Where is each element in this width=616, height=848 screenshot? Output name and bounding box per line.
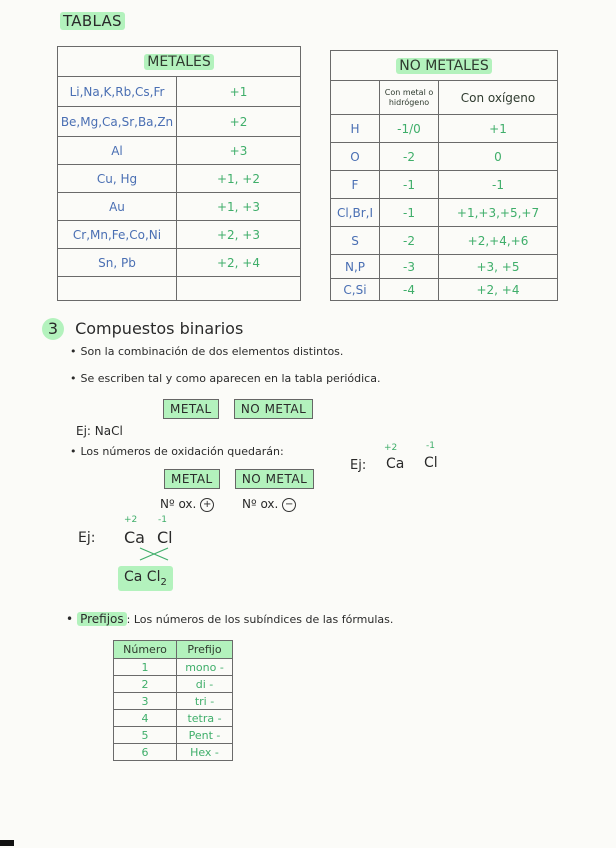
nox-positive [160,497,214,512]
no-metales-title: NO METALES [396,58,491,74]
table-row [331,279,558,301]
prefijo-numero: 3 [114,693,177,710]
bullet-2: • Se escriben tal y como aparecen en la tabla periódica. [70,372,380,385]
ca2-oxidation: +2 [124,515,138,525]
prefijo-valor: Pent - [177,727,233,744]
nox-minus-label: Nº ox. [242,497,279,511]
nonmetal-ox-metal: -1 [380,171,439,199]
no-metales-subheader [331,81,558,115]
table-row [58,137,301,165]
result-subscript: 2 [160,576,167,588]
table-row [114,659,233,676]
prefijos-text: : Los números de los subíndices de las fórmulas. [126,613,394,626]
table-row [114,744,233,761]
minus-circle-icon: − [282,498,296,512]
nonmetal-ox-oxigeno: -1 [439,171,558,199]
nox-plus-label: Nº ox. [160,497,197,511]
bullet-1: • Son la combinación de dos elementos distintos. [70,345,343,358]
metal-elements: Li,Na,K,Rb,Cs,Fr [58,77,177,107]
nox-negative [242,497,296,512]
prefijo-numero: 2 [114,676,177,693]
nonmetal-element: F [331,171,380,199]
metal-elements: Au [58,193,177,221]
ca2-symbol: Ca [124,528,145,547]
prefijos-line [66,612,393,626]
nonmetal-ox-oxigeno: 0 [439,143,558,171]
col-numero: Número [114,641,177,659]
ca-symbol: Ca [386,456,405,472]
nonmetal-element: Cl,Br,I [331,199,380,227]
metal-oxidation: +1, +3 [177,193,301,221]
cl-oxidation: -1 [426,441,435,451]
table-row [114,676,233,693]
metal-oxidation: +2 [177,107,301,137]
cl-symbol: Cl [424,455,438,471]
prefijo-numero: 6 [114,744,177,761]
table-row [331,115,558,143]
cl2-oxidation: -1 [158,515,167,525]
ej3-label: Ej: [78,530,96,546]
nonmetal-ox-metal: -4 [380,279,439,301]
prefijo-valor: tri - [177,693,233,710]
metal-elements: Al [58,137,177,165]
table-row [331,199,558,227]
section-title: Compuestos binarios [75,319,244,338]
prefijo-numero: 4 [114,710,177,727]
nonmetal-element: S [331,227,380,255]
metal-box: METAL [164,469,220,489]
metal-oxidation: +2, +4 [177,249,301,277]
page-title [60,12,125,30]
metal-elements: Cu, Hg [58,165,177,193]
prefijo-valor: di - [177,676,233,693]
table-row [58,107,301,137]
table-row [114,727,233,744]
nonmetal-ox-metal: -1/0 [380,115,439,143]
col-con-oxigeno: Con oxígeno [439,81,558,115]
metales-title: METALES [144,54,214,70]
nonmetal-ox-oxigeno: +2,+4,+6 [439,227,558,255]
nonmetal-ox-oxigeno: +1,+3,+5,+7 [439,199,558,227]
bullet-3: • Los números de oxidación quedarán: [70,445,284,458]
prefijos-label: Prefijos [77,612,127,626]
prefijo-valor: tetra - [177,710,233,727]
metal-nometal-boxes [163,398,313,419]
nonmetal-element: O [331,143,380,171]
section-number: 3 [42,318,64,340]
prefijo-numero: 1 [114,659,177,676]
nonmetal-ox-oxigeno: +2, +4 [439,279,558,301]
example-nacl: Ej: NaCl [76,424,123,438]
nonmetal-ox-metal: -2 [380,227,439,255]
metal-oxidation: +3 [177,137,301,165]
ej2-label: Ej: [350,458,367,473]
scan-corner-mark [0,840,14,846]
table-row [58,277,301,301]
prefijos-table [113,640,233,761]
metales-header [58,47,301,77]
metal-elements: Cr,Mn,Fe,Co,Ni [58,221,177,249]
metal-oxidation [177,277,301,301]
table-row [331,227,558,255]
cross-arrows-icon [138,546,172,562]
col-con-metal: Con metal o hidrógeno [380,81,439,115]
prefijo-valor: mono - [177,659,233,676]
nonmetal-element: N,P [331,255,380,279]
metal-elements [58,277,177,301]
cl2-symbol: Cl [157,528,173,547]
nonmetal-ox-metal: -1 [380,199,439,227]
nometal-box: NO METAL [234,399,313,419]
plus-circle-icon: + [200,498,214,512]
nonmetal-ox-oxigeno: +1 [439,115,558,143]
nonmetal-ox-metal: -3 [380,255,439,279]
metal-oxidation: +2, +3 [177,221,301,249]
result-formula [118,566,173,591]
table-row [114,710,233,727]
page-title-text: TABLAS [60,12,125,30]
result-text: Ca Cl [124,569,161,585]
table-row [331,255,558,279]
table-row [58,193,301,221]
metal-box: METAL [163,399,219,419]
section-heading [42,318,243,340]
nonmetal-element: H [331,115,380,143]
prefijo-valor: Hex - [177,744,233,761]
col-prefijo: Prefijo [177,641,233,659]
table-row [58,165,301,193]
nonmetal-ox-metal: -2 [380,143,439,171]
table-row [58,249,301,277]
ca-oxidation: +2 [384,443,398,453]
metal-elements: Sn, Pb [58,249,177,277]
metal-nometal-boxes-2 [164,468,314,489]
table-row [331,143,558,171]
table-row [58,221,301,249]
nometal-box: NO METAL [235,469,314,489]
metal-oxidation: +1 [177,77,301,107]
metal-elements: Be,Mg,Ca,Sr,Ba,Zn [58,107,177,137]
table-row [58,77,301,107]
nonmetal-ox-oxigeno: +3, +5 [439,255,558,279]
metal-oxidation: +1, +2 [177,165,301,193]
table-row [331,171,558,199]
nonmetal-element: C,Si [331,279,380,301]
no-metales-table [330,50,558,301]
metales-table [57,46,301,301]
table-row [114,693,233,710]
prefijo-numero: 5 [114,727,177,744]
no-metales-header [331,51,558,81]
